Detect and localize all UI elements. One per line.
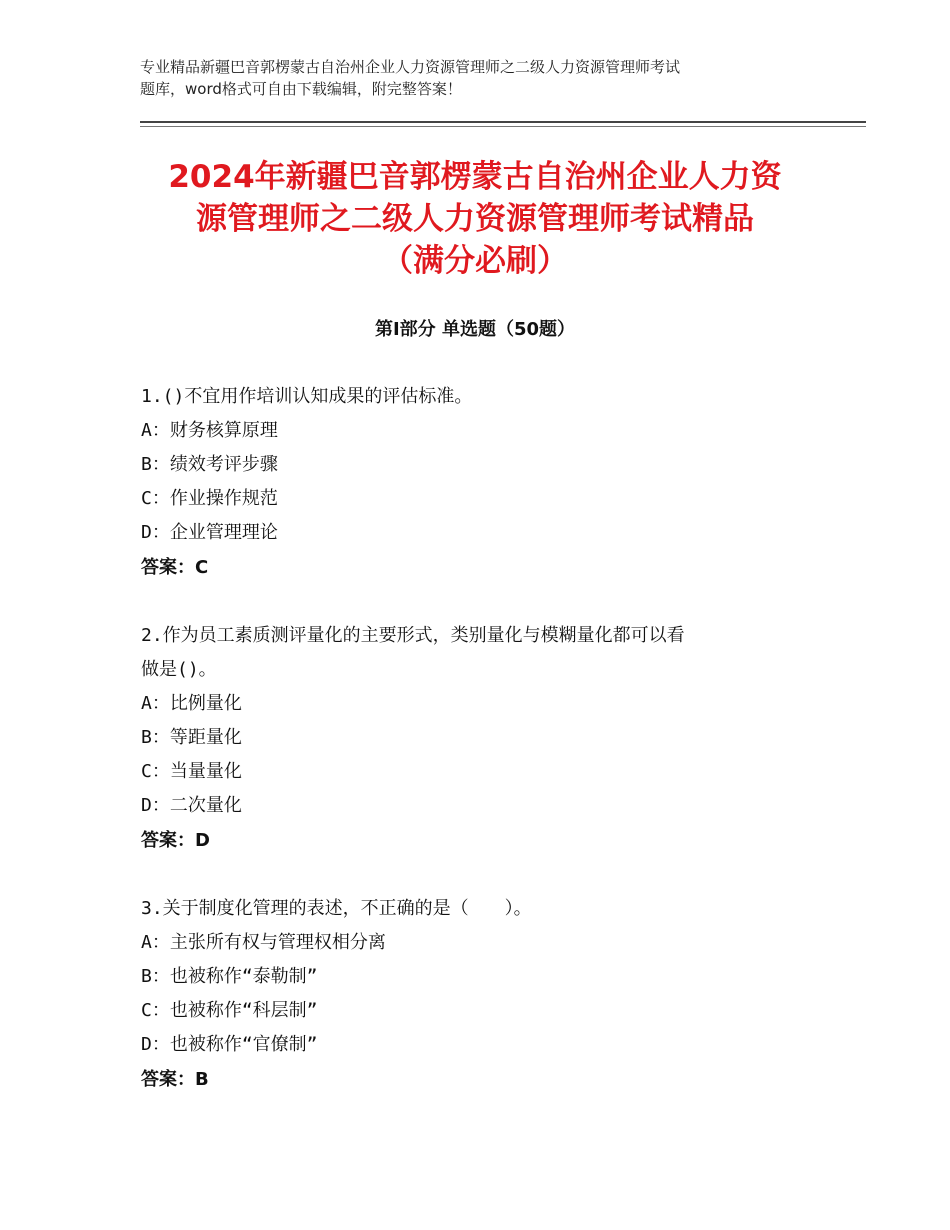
question-1-stem: 1.()不宜用作培训认知成果的评估标准。 — [141, 386, 473, 407]
document-title — [100, 156, 850, 282]
title-line-3: （满分必刷） — [382, 243, 568, 279]
question-2-answer: 答案：D — [141, 830, 210, 851]
question-2-option-c: C：当量量化 — [141, 761, 242, 782]
question-3-answer: 答案：B — [141, 1069, 209, 1090]
header-rule-thick — [140, 121, 866, 123]
section-heading: 第Ⅰ部分 单选题（50题） — [374, 319, 575, 340]
question-2-option-d: D：二次量化 — [141, 795, 242, 816]
title-line-2: 源管理师之二级人力资源管理师考试精品 — [196, 201, 754, 237]
question-1-option-a: A：财务核算原理 — [141, 420, 278, 441]
header-line-2: 题库，word格式可自由下载编辑，附完整答案！ — [140, 80, 462, 98]
title-line-1: 2024年新疆巴音郭楞蒙古自治州企业人力资 — [168, 159, 782, 195]
question-1-answer: 答案：C — [141, 557, 209, 578]
question-3-option-b: B：也被称作“泰勒制” — [141, 966, 318, 987]
header-line-1: 专业精品新疆巴音郭楞蒙古自治州企业人力资源管理师之二级人力资源管理师考试 — [140, 58, 681, 76]
question-1-option-c: C：作业操作规范 — [141, 488, 278, 509]
question-3-option-d: D：也被称作“官僚制” — [141, 1034, 318, 1055]
header-rule-thin — [140, 126, 866, 127]
question-1-option-b: B：绩效考评步骤 — [141, 454, 278, 475]
question-3-option-a: A：主张所有权与管理权相分离 — [141, 932, 386, 953]
question-2-option-b: B：等距量化 — [141, 727, 242, 748]
question-3-option-c: C：也被称作“科层制” — [141, 1000, 318, 1021]
document-header — [140, 56, 830, 100]
question-2-stem-line-1: 2.作为员工素质测评量化的主要形式，类别量化与模糊量化都可以看 — [141, 625, 685, 646]
question-2-option-a: A：比例量化 — [141, 693, 242, 714]
question-1-option-d: D：企业管理理论 — [141, 522, 278, 543]
question-3-stem: 3.关于制度化管理的表述，不正确的是（ ）。 — [141, 898, 532, 919]
question-2-stem-line-2: 做是()。 — [141, 659, 217, 680]
